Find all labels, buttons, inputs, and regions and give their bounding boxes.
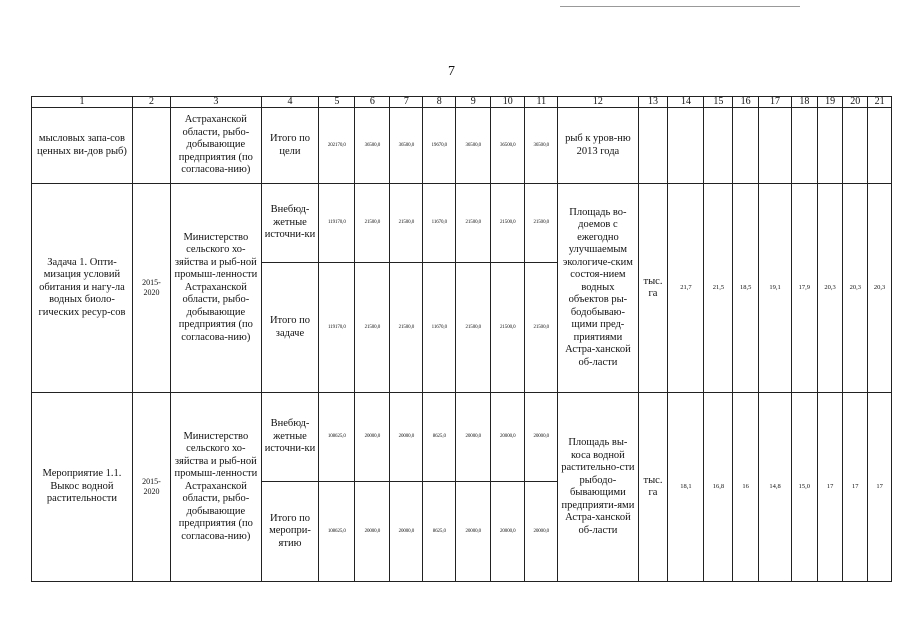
amount-cell: 21500,0 — [525, 184, 558, 263]
amount-cell: 20000,0 — [525, 393, 558, 482]
unit-cell: тыс. га — [638, 184, 668, 393]
indicator-value-cell — [668, 108, 704, 184]
indicator-value-cell: 17 — [843, 393, 868, 582]
col-header: 20 — [843, 97, 868, 108]
indicator-value-cell — [868, 108, 892, 184]
col-header: 1 — [32, 97, 133, 108]
amount-cell: 21500,0 — [456, 263, 491, 393]
period-cell: 2015-2020 — [132, 184, 170, 393]
amount-cell: 19670,0 — [423, 108, 456, 184]
period-cell — [132, 108, 170, 184]
goal-name-cell: мысловых запа-сов ценных ви-дов рыб) — [32, 108, 133, 184]
amount-cell: 21500,0 — [355, 263, 390, 393]
indicator-value-cell: 17 — [817, 393, 843, 582]
col-header: 7 — [390, 97, 423, 108]
amount-cell: 8625,0 — [423, 482, 456, 582]
amount-cell: 21500,0 — [355, 184, 390, 263]
col-header: 6 — [355, 97, 390, 108]
amount-cell: 20000,0 — [491, 482, 525, 582]
amount-cell: 36500,0 — [390, 108, 423, 184]
amount-cell: 20000,0 — [456, 393, 491, 482]
amount-cell: 20000,0 — [355, 393, 390, 482]
amount-cell: 21500,0 — [525, 263, 558, 393]
amount-cell: 20000,0 — [456, 482, 491, 582]
indicator-name-cell: рыб к уров-ню 2013 года — [558, 108, 638, 184]
col-header: 3 — [171, 97, 262, 108]
indicator-name-cell: Площадь вы-коса водной растительно-сти рыбодо-бывающими предприяти-ями Астра-ханской об-ласти — [558, 393, 638, 582]
unit-cell: тыс. га — [638, 393, 668, 582]
col-header: 19 — [817, 97, 843, 108]
amount-cell: 20000,0 — [390, 482, 423, 582]
indicator-value-cell: 21,5 — [704, 184, 733, 393]
period-cell: 2015-2020 — [132, 393, 170, 582]
indicator-value-cell — [817, 108, 843, 184]
indicator-value-cell: 17,9 — [791, 184, 817, 393]
col-header: 14 — [668, 97, 704, 108]
col-header: 13 — [638, 97, 668, 108]
funding-source-cell: Внебюд-жетные источни-ки — [261, 184, 319, 263]
task-name-cell: Задача 1. Опти-мизация условий обитания и нагу-ла водных биоло-гических ресур-сов — [32, 184, 133, 393]
indicator-value-cell: 18,1 — [668, 393, 704, 582]
table-row — [32, 108, 892, 184]
col-header: 17 — [759, 97, 792, 108]
indicator-value-cell — [759, 108, 792, 184]
col-header: 8 — [423, 97, 456, 108]
indicator-value-cell: 20,3 — [817, 184, 843, 393]
unit-cell — [638, 108, 668, 184]
indicator-value-cell: 16 — [733, 393, 759, 582]
indicator-value-cell: 15,0 — [791, 393, 817, 582]
amount-cell: 119170,0 — [319, 184, 355, 263]
amount-cell: 36500,0 — [525, 108, 558, 184]
executor-cell: Министерство сельского хо-зяйства и рыб-ной промыш-ленности Астраханской области, рыбо-добывающие предприятия (по согласова-нию) — [171, 393, 262, 582]
indicator-value-cell: 19,1 — [759, 184, 792, 393]
amount-cell: 11670,0 — [423, 184, 456, 263]
amount-cell: 11670,0 — [423, 263, 456, 393]
amount-cell: 21500,0 — [456, 184, 491, 263]
program-table — [31, 96, 892, 582]
amount-cell: 20000,0 — [390, 393, 423, 482]
amount-cell: 108625,0 — [319, 482, 355, 582]
col-header: 21 — [868, 97, 892, 108]
amount-cell: 8625,0 — [423, 393, 456, 482]
amount-cell: 20000,0 — [355, 482, 390, 582]
funding-source-cell: Итого по меропри-ятию — [261, 482, 319, 582]
amount-cell: 21500,0 — [390, 263, 423, 393]
column-number-row — [32, 97, 892, 108]
col-header: 4 — [261, 97, 319, 108]
indicator-value-cell: 17 — [868, 393, 892, 582]
indicator-value-cell — [791, 108, 817, 184]
executor-cell: Министерство сельского хо-зяйства и рыб-ной промыш-ленности Астраханской области, рыбо-добывающие предприятия (по согласова-нию) — [171, 184, 262, 393]
table-row — [32, 184, 892, 263]
indicator-value-cell: 18,5 — [733, 184, 759, 393]
amount-cell: 36500,0 — [491, 108, 525, 184]
amount-cell: 202170,0 — [319, 108, 355, 184]
amount-cell: 20000,0 — [525, 482, 558, 582]
amount-cell: 21500,0 — [390, 184, 423, 263]
funding-source-cell: Итого по цели — [261, 108, 319, 184]
amount-cell: 20000,0 — [491, 393, 525, 482]
col-header: 9 — [456, 97, 491, 108]
col-header: 16 — [733, 97, 759, 108]
table-row — [32, 393, 892, 482]
indicator-value-cell: 20,3 — [843, 184, 868, 393]
indicator-name-cell: Площадь во-доемов с ежегодно улучшаемым экологиче-ским состоя-нием водных объектов ры-бодобываю-щими пред-приятиями Астра-ханской об-ласти — [558, 184, 638, 393]
amount-cell: 21500,0 — [491, 184, 525, 263]
amount-cell: 108625,0 — [319, 393, 355, 482]
executor-cell: Астраханской области, рыбо-добывающие предприятия (по согласова-нию) — [171, 108, 262, 184]
funding-source-cell: Внебюд-жетные источни-ки — [261, 393, 319, 482]
amount-cell: 36500,0 — [355, 108, 390, 184]
scan-edge-line — [560, 6, 800, 7]
col-header: 11 — [525, 97, 558, 108]
col-header: 15 — [704, 97, 733, 108]
col-header: 18 — [791, 97, 817, 108]
col-header: 2 — [132, 97, 170, 108]
amount-cell: 119170,0 — [319, 263, 355, 393]
page-number: 7 — [448, 64, 455, 79]
indicator-value-cell: 14,8 — [759, 393, 792, 582]
indicator-value-cell: 16,8 — [704, 393, 733, 582]
indicator-value-cell — [843, 108, 868, 184]
amount-cell: 21500,0 — [491, 263, 525, 393]
col-header: 10 — [491, 97, 525, 108]
amount-cell: 36500,0 — [456, 108, 491, 184]
indicator-value-cell — [733, 108, 759, 184]
indicator-value-cell: 20,3 — [868, 184, 892, 393]
indicator-value-cell — [704, 108, 733, 184]
col-header: 12 — [558, 97, 638, 108]
indicator-value-cell: 21,7 — [668, 184, 704, 393]
event-name-cell: Мероприятие 1.1. Выкос водной растительности — [32, 393, 133, 582]
funding-source-cell: Итого по задаче — [261, 263, 319, 393]
col-header: 5 — [319, 97, 355, 108]
